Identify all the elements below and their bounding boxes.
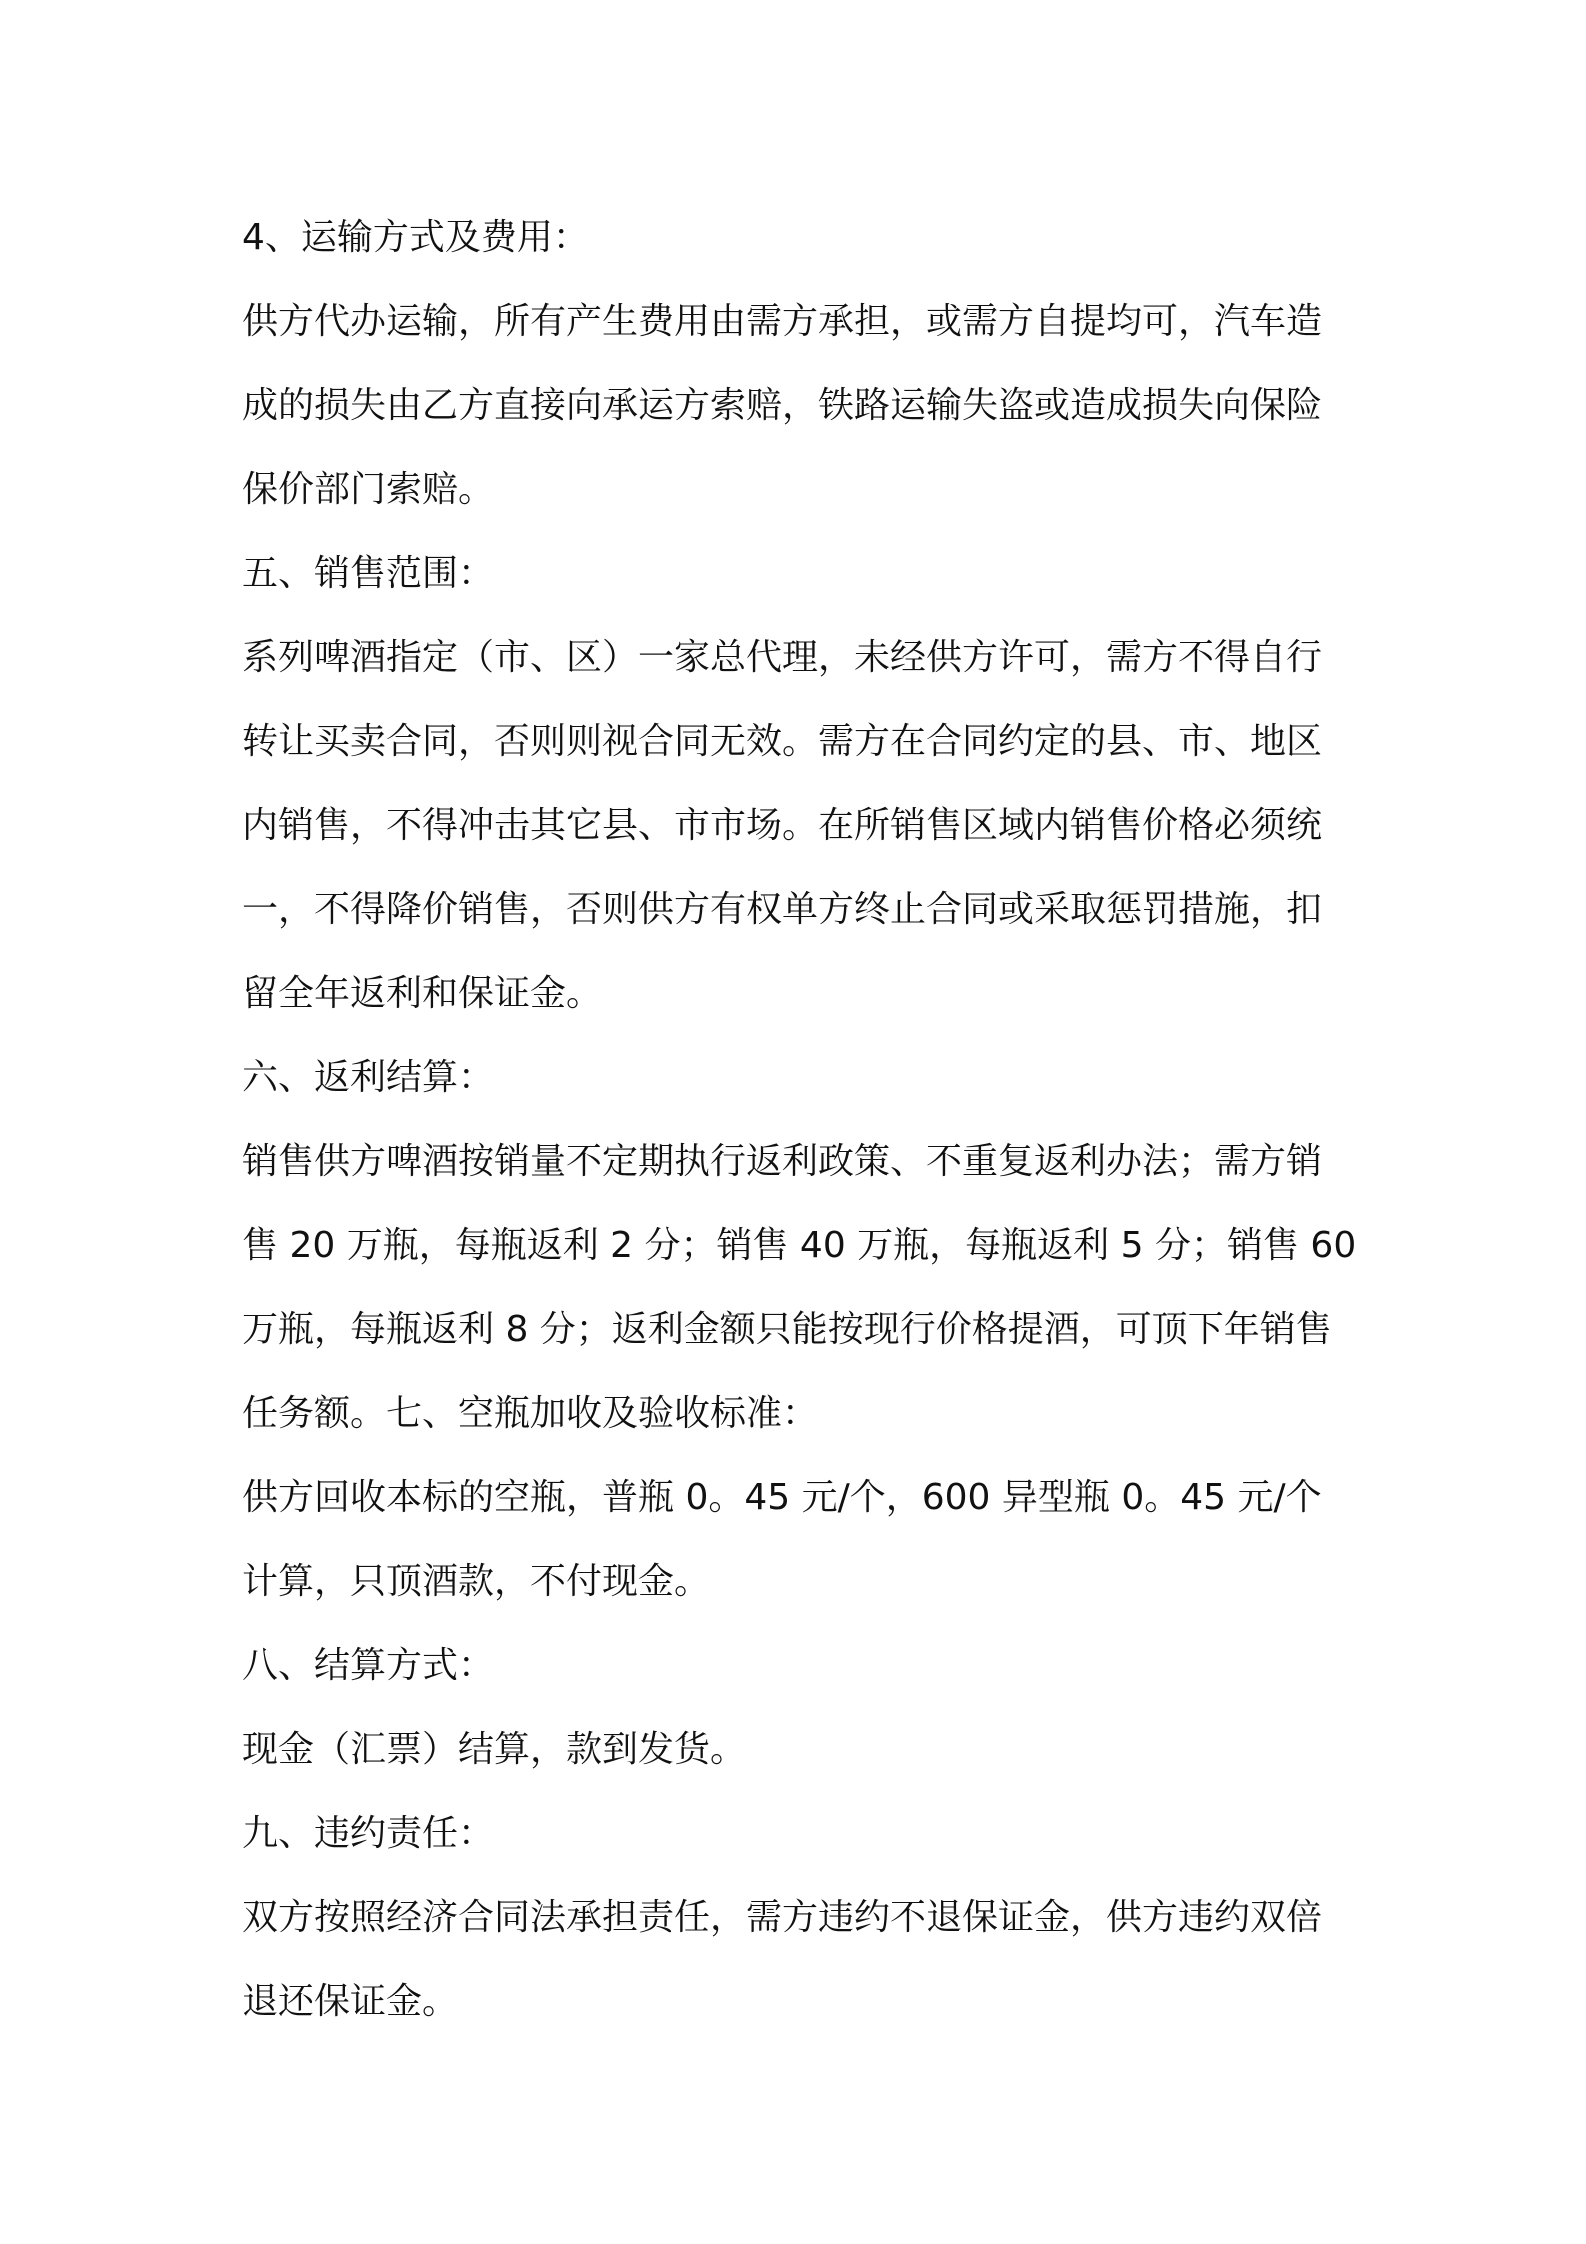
paragraph-line: 任务额。七、空瓶加收及验收标准： [242,1393,819,1434]
paragraph-line: 系列啤酒指定（市、区）一家总代理，未经供方许可，需方不得自行 [242,637,1323,678]
paragraph-line: 留全年返利和保证金。 [242,973,603,1014]
paragraph-line: 成的损失由乙方直接向承运方索赔，铁路运输失盗或造成损失向保险 [242,385,1323,426]
paragraph-line: 供方回收本标的空瓶，普瓶 0。45 元/个，600 异型瓶 0。45 元/个 [242,1477,1322,1518]
section-heading-liability: 九、违约责任： [242,1813,495,1854]
paragraph-line: 保价部门索赔。 [242,469,495,510]
paragraph-line: 计算，只顶酒款，不付现金。 [242,1561,711,1602]
paragraph-line: 售 20 万瓶，每瓶返利 2 分；销售 40 万瓶，每瓶返利 5 分；销售 60 [242,1225,1357,1266]
section-heading-transport: 4、运输方式及费用： [242,217,589,258]
contract-text [242,196,1362,2044]
paragraph-line: 内销售，不得冲击其它县、市市场。在所销售区域内销售价格必须统 [242,805,1323,846]
paragraph-line: 万瓶，每瓶返利 8 分；返利金额只能按现行价格提酒，可顶下年销售 [242,1309,1332,1350]
paragraph-line: 供方代办运输，所有产生费用由需方承担，或需方自提均可，汽车造 [242,301,1323,342]
paragraph-line: 一，不得降价销售，否则供方有权单方终止合同或采取惩罚措施，扣 [242,889,1323,930]
paragraph-line: 转让买卖合同，否则则视合同无效。需方在合同约定的县、市、地区 [242,721,1323,762]
section-heading-rebate: 六、返利结算： [242,1057,495,1098]
paragraph-line: 退还保证金。 [242,1981,459,2022]
section-heading-settlement: 八、结算方式： [242,1645,495,1686]
paragraph-line: 销售供方啤酒按销量不定期执行返利政策、不重复返利办法；需方销 [242,1141,1323,1182]
paragraph-line: 双方按照经济合同法承担责任，需方违约不退保证金，供方违约双倍 [242,1897,1323,1938]
paragraph-line: 现金（汇票）结算，款到发货。 [242,1729,747,1770]
section-heading-sales-scope: 五、销售范围： [242,553,495,594]
